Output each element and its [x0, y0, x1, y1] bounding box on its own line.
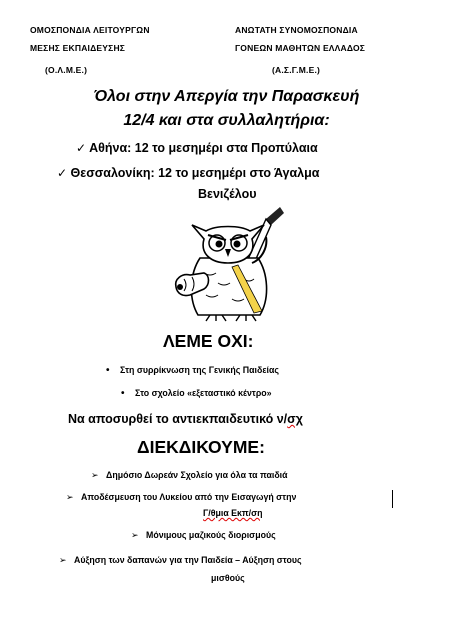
- demand-item-2-text: Αποδέσμευση του Λυκείου από την Εισαγωγή στην: [81, 492, 297, 502]
- olme-name-line1: ΟΜΟΣΠΟΝΔΙΑ ΛΕΙΤΟΥΡΓΩΝ: [30, 25, 150, 35]
- withdraw-law-statement: [68, 412, 303, 426]
- demands-heading: ΔΙΕΚΔΙΚΟΥΜΕ:: [137, 437, 265, 457]
- owl-with-pen-illustration: [170, 203, 295, 323]
- demand-item-3: [131, 530, 276, 541]
- arrow-bullet-icon: ➢: [66, 492, 74, 502]
- olme-abbreviation: (Ο.Λ.Μ.Ε.): [45, 65, 88, 75]
- withdraw-law-text: Να αποσυρθεί το αντιεκπαιδευτικό ν/: [68, 412, 288, 426]
- arrow-bullet-icon: ➢: [91, 470, 99, 480]
- arrow-bullet-icon: ➢: [131, 530, 139, 540]
- demand-item-1: [91, 470, 288, 481]
- athens-rally-text: Αθήνα: 12 το μεσημέρι στα Προπύλαια: [89, 141, 318, 155]
- demand-item-2: [66, 492, 296, 503]
- demand-item-3-text: Μόνιμους μαζικούς διορισμούς: [146, 530, 276, 540]
- no-item-2-text: Στο σχολείο «εξεταστικό κέντρο»: [134, 388, 272, 398]
- thessaloniki-rally-text: Θεσσαλονίκη: 12 το μεσημέρι στο Άγαλμα: [70, 166, 320, 180]
- text-cursor: [392, 490, 393, 508]
- demand-item-1-text: Δημόσιο Δωρεάν Σχολείο για όλα τα παιδιά: [106, 470, 288, 480]
- withdraw-law-suffix: σχ: [287, 412, 303, 426]
- demand-item-4-text: Αύξηση των δαπανών για την Παιδεία – Αύξηση στους: [74, 555, 302, 565]
- thessaloniki-rally-line2: Βενιζέλου: [198, 187, 257, 201]
- asgme-abbreviation: (Α.Σ.Γ.Μ.Ε.): [272, 65, 321, 75]
- no-item-1: [106, 365, 279, 376]
- no-item-2: [121, 388, 272, 399]
- demand-item-4-line2: μισθούς: [211, 573, 245, 583]
- bullet-icon: •: [121, 388, 125, 399]
- bullet-icon: •: [106, 365, 110, 376]
- no-section-heading: ΛΕΜΕ ΟΧΙ:: [163, 331, 254, 351]
- arrow-bullet-icon: ➢: [59, 555, 67, 565]
- check-icon: ✓: [57, 166, 68, 180]
- asgme-name-line2: ΓΟΝΕΩΝ ΜΑΘΗΤΩΝ ΕΛΛΑΔΟΣ: [235, 43, 366, 53]
- asgme-name-line1: ΑΝΩΤΑΤΗ ΣΥΝΟΜΟΣΠΟΝΔΙΑ: [235, 25, 358, 35]
- check-icon: ✓: [76, 141, 87, 155]
- demand-item-2-line2-text: Γ/θμια Εκπ/ση: [203, 508, 263, 518]
- demand-item-2-line2: [203, 508, 263, 518]
- strike-title-line2: 12/4 και στα συλλαλητήρια:: [123, 112, 330, 129]
- thessaloniki-rally: [57, 166, 319, 180]
- demand-item-4: [59, 555, 302, 566]
- no-item-1-text: Στη συρρίκνωση της Γενικής Παιδείας: [119, 365, 279, 375]
- athens-rally: [76, 141, 318, 155]
- strike-title-line1: Όλοι στην Απεργία την Παρασκευή: [93, 88, 360, 105]
- olme-name-line2: ΜΕΣΗΣ ΕΚΠΑΙΔΕΥΣΗΣ: [30, 43, 126, 53]
